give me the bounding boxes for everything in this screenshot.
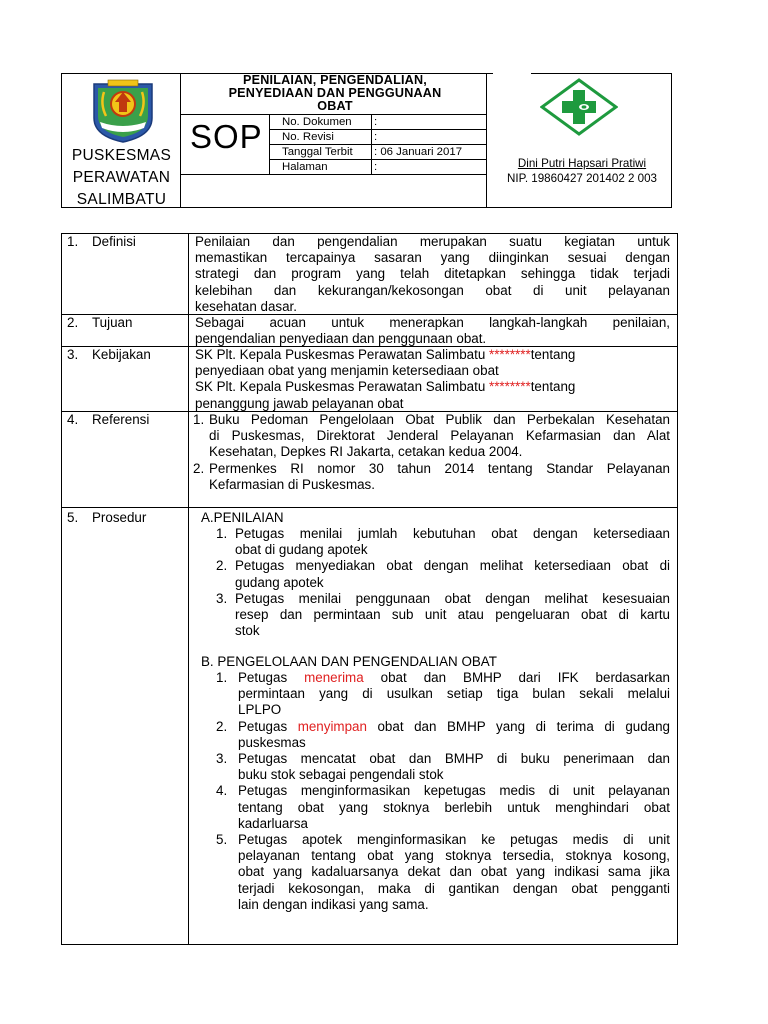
prosedur-b-list (216, 670, 670, 913)
text-line: resep dan permintaan sub unit atau pengeluaran obat di kartu (235, 607, 670, 623)
policy-placeholder: ******** (489, 379, 531, 395)
item-number: 1. (193, 412, 205, 427)
signatory-name: Dini Putri Hapsari Pratiwi (517, 157, 647, 170)
policy-text: SK Plt. Kepala Puskesmas Perawatan Salimbatu (195, 379, 489, 395)
meta-value-page: : (374, 161, 378, 173)
text-segment: Petugas (238, 670, 305, 685)
item-number: 3. (216, 751, 228, 767)
text-segment: Petugas (238, 718, 298, 734)
text-line: Petugas menyediakan obat dengan melihat ketersediaan obat di (235, 558, 670, 574)
text-line: kelebihan dan kekurangan/kekosongan obat di unit pelayanan (195, 282, 670, 298)
meta-value-issue-date: : 06 Januari 2017 (374, 146, 463, 158)
section-heading-prosedur: Prosedur (92, 510, 147, 525)
text-line: obat di gudang apotek (235, 542, 368, 558)
list-item (193, 412, 670, 461)
text-line: Kefarmasian di Puskesmas. (209, 476, 375, 492)
meta-label-page: Halaman (282, 161, 328, 173)
signatory-nip: NIP. 19860427 201402 2 003 (507, 172, 657, 185)
item-number: 1. (216, 670, 228, 685)
text-line: puskesmas (238, 734, 306, 750)
definisi-text (195, 234, 670, 315)
text-line: gudang apotek (235, 574, 324, 590)
policy-placeholder: ******** (489, 347, 531, 362)
tujuan-text (195, 315, 670, 347)
policy-line (195, 379, 670, 395)
list-item (216, 558, 670, 590)
org-line: SALIMBATU (76, 191, 167, 208)
title-line: OBAT (317, 99, 353, 113)
document-title (185, 73, 485, 113)
text-segment: obat dan BMHP dari IFK berdasarkan (363, 670, 670, 685)
section-number: 1. (67, 234, 79, 249)
text-line: Permenkes RI nomor 30 tahun 2014 tentang Standar Pelayanan (209, 460, 670, 476)
section-number: 2. (67, 315, 79, 330)
list-item (216, 670, 670, 719)
text-segment: obat dan BMHP yang di terima di gudang (366, 718, 670, 734)
section-number: 4. (67, 412, 79, 427)
referensi-list (193, 412, 670, 493)
organization-name (64, 145, 179, 211)
title-line: PENILAIAN, PENGENDALIAN, (243, 73, 427, 87)
prosedur-b-heading: B. PENGELOLAAN DAN PENGENDALIAN OBAT (201, 654, 497, 669)
highlight-word: menyimpan (297, 718, 367, 734)
text-line: pengendalian penyediaan dan penggunaan obat. (195, 331, 487, 347)
text-line: stok (235, 623, 260, 639)
prosedur-a-heading: A.PENILAIAN (201, 510, 284, 525)
policy-text: tentang (530, 347, 576, 362)
item-number: 2. (216, 558, 228, 574)
section-number: 5. (67, 510, 79, 525)
policy-text: tentang (530, 379, 576, 395)
meta-value-revision: : (374, 131, 378, 143)
policy-line (195, 347, 670, 363)
text-line: Penilaian dan pengendalian merupakan suatu kegiatan untuk (195, 234, 670, 249)
text-line: penanggung jawab pelayanan obat (195, 395, 404, 411)
item-number: 3. (216, 590, 228, 606)
item-number: 2. (193, 460, 205, 476)
text-line: buku stok sebagai pengendali stok (238, 767, 444, 783)
highlight-word: menerima (304, 670, 364, 685)
text-line: Kesehatan, Depkes RI Jakarta, cetakan kedua 2004. (209, 444, 523, 460)
list-item (216, 526, 670, 558)
text-line: Petugas menilai penggunaan obat dengan melihat kesesuaian (235, 590, 670, 606)
text-line (238, 670, 670, 686)
text-line: kadarluarsa (238, 815, 308, 831)
section-heading-definisi: Definisi (92, 234, 136, 249)
policy-text: SK Plt. Kepala Puskesmas Perawatan Salimbatu (195, 347, 489, 362)
prosedur-a-list (216, 526, 670, 639)
regency-emblem-icon (86, 78, 160, 144)
list-item (193, 461, 670, 493)
text-line: memastikan tercapainya sasaran yang diinginkan sesuai dengan (195, 250, 670, 266)
text-line: di Puskesmas, Direktorat Jenderal Pelayanan Kefarmasian dan Alat (209, 428, 670, 444)
text-line: Petugas apotek menginformasikan ke petugas medis di unit (238, 832, 670, 848)
text-line (238, 719, 670, 735)
text-line: strategi dan program yang telah ditetapkan sehingga tidak terjadi (195, 266, 670, 282)
title-line: PENYEDIAAN DAN PENGGUNAAN (228, 86, 442, 100)
text-line: Petugas mencatat obat dan BMHP di buku penerimaan dan (238, 751, 670, 767)
text-line: Buku Pedoman Pengelolaan Obat Publik dan Perbekalan Kesehatan (209, 412, 670, 427)
section-heading-kebijakan: Kebijakan (92, 347, 151, 362)
item-number: 2. (216, 718, 228, 734)
text-line: obat yang kadaluarsanya dekat dan obat yang indikasi sama jika (238, 864, 670, 880)
item-number: 4. (216, 783, 228, 799)
meta-value-doc-number: : (374, 116, 378, 128)
meta-label-issue-date: Tanggal Terbit (282, 146, 353, 158)
text-line: Sebagai acuan untuk menerapkan langkah-langkah penilaian, (195, 315, 670, 330)
section-heading-referensi: Referensi (92, 412, 150, 427)
item-number: 1. (216, 526, 228, 541)
text-line: Petugas menginformasikan kepetugas medis di unit pelayanan (238, 783, 670, 799)
section-heading-tujuan: Tujuan (92, 315, 133, 330)
list-item (216, 751, 670, 783)
text-line: terjadi kekosongan, maka di gantikan dengan obat pengganti (238, 880, 670, 896)
text-line: Petugas menilai jumlah kebutuhan obat dengan ketersediaan (235, 526, 670, 541)
item-number: 5. (216, 832, 228, 848)
text-line: LPLPO (238, 702, 282, 718)
text-line: pelayanan tentang obat yang stoknya tersedia, stoknya kosong, (238, 848, 670, 864)
section-number: 3. (67, 347, 79, 362)
list-item (216, 719, 670, 751)
sop-label: SOP (190, 118, 263, 155)
text-line: kesehatan dasar. (195, 298, 297, 314)
text-line: permintaan yang di usulkan setiap tiga bulan sekali melalui (238, 686, 670, 702)
list-item (216, 591, 670, 640)
puskesmas-cross-logo-icon (540, 78, 618, 136)
list-item (216, 832, 670, 913)
meta-label-revision: No. Revisi (282, 131, 334, 143)
org-line: PUSKESMAS (71, 147, 172, 164)
list-item (216, 783, 670, 832)
org-line: PERAWATAN (72, 169, 171, 186)
text-line: penyediaan obat yang menjamin ketersediaan obat (195, 363, 499, 379)
text-line: tentang obat yang stoknya berlebih untuk menghindari obat (238, 799, 670, 815)
meta-label-doc-number: No. Dokumen (282, 116, 352, 128)
kebijakan-text (195, 347, 670, 412)
text-line: lain dengan indikasi yang sama. (238, 896, 429, 912)
